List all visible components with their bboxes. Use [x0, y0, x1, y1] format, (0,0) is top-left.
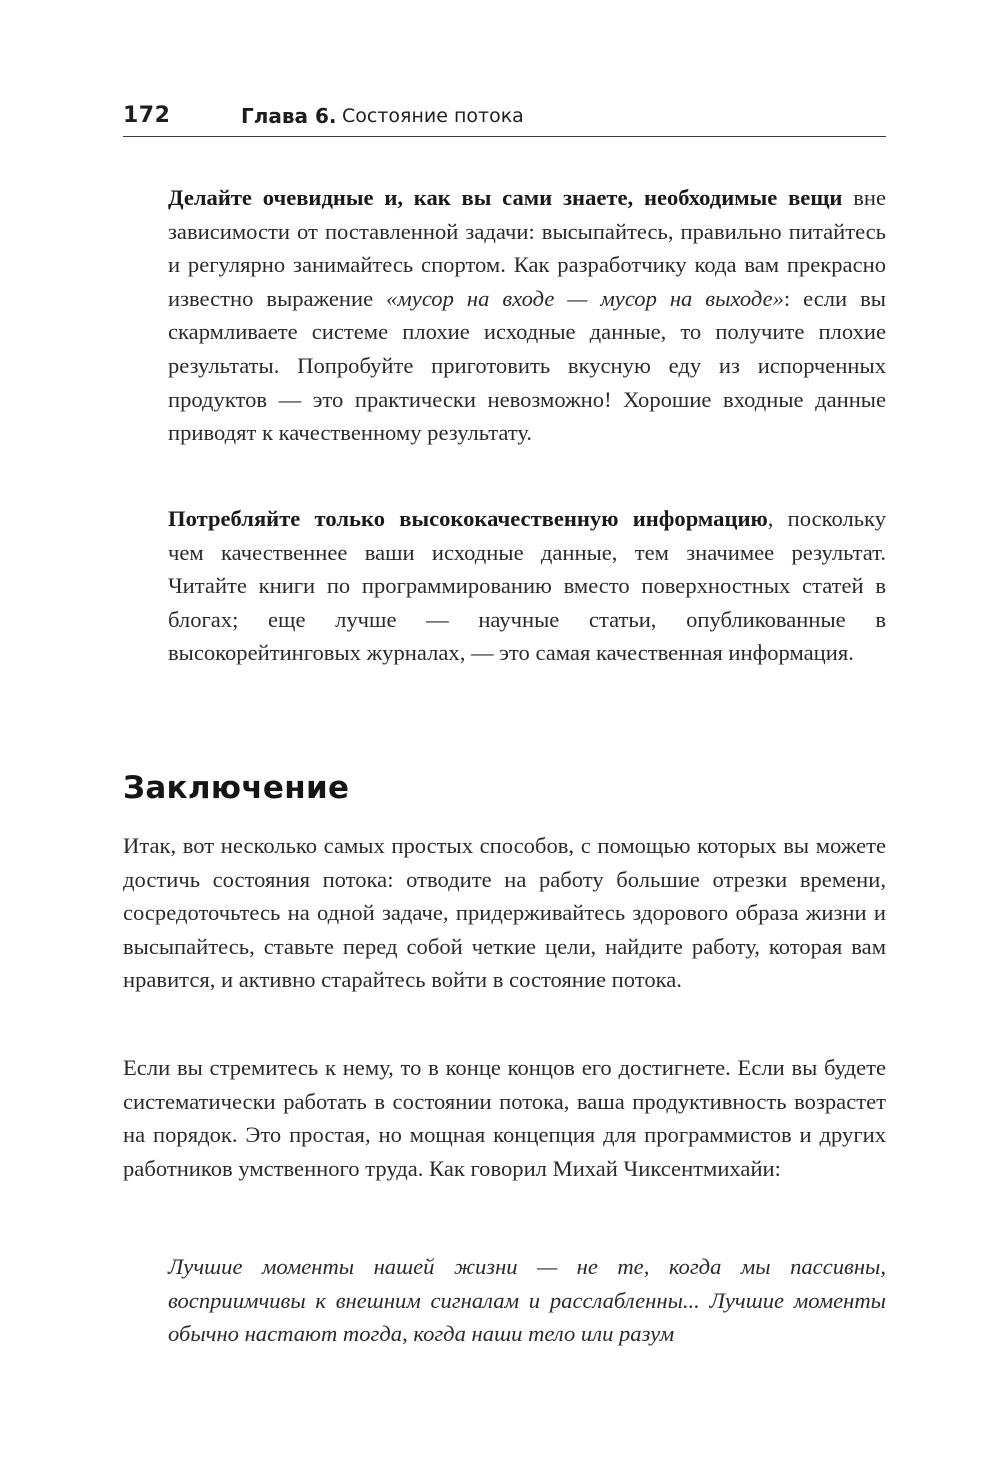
paragraph-lead-bold: Потребляйте только высококачественную информацию	[168, 506, 768, 531]
block-quote: Лучшие моменты нашей жизни — не те, когда мы пассивны, восприимчивы к внешним сигналам и расслабленны... Лучшие моменты обычно настают тогда, когда наши тело или разум	[168, 1254, 886, 1347]
paragraph-text: , поскольку чем качественнее ваши исходные данные, тем значимее результат. Читайте книги по программированию вместо поверхностных статей в блогах; еще лучше — научные статьи, опубликованные в высокорейтинговых журналах, — это самая качественная информация.	[168, 506, 886, 666]
chapter-label: Глава 6.	[241, 104, 337, 128]
page-number: 172	[123, 103, 171, 128]
paragraph-quality-information	[168, 502, 886, 670]
running-header	[123, 98, 886, 137]
paragraph-text: : если вы скармливаете системе плохие исходные данные, то получите плохие результаты. Попробуйте приготовить вкусную еду из испорченных продуктов — это практически невозможно! Хорошие входные данные приводят к качественному результату.	[168, 285, 886, 446]
paragraph-italic-phrase: «мусор на входе — мусор на выходе»	[386, 285, 784, 311]
paragraph-lead-bold: Делайте очевидные и, как вы сами знаете, необходимые вещи	[168, 185, 843, 210]
paragraph-conclusion-summary: Итак, вот несколько самых простых способов, с помощью которых вы можете достичь состояния потока: отводите на работу большие отрезки времени, сосредоточьтесь на одной задаче, придерживайтесь здорового образа жизни и высыпайтесь, ставьте перед собой четкие цели, найдите работу, которая вам нравится, и активно старайтесь войти в состояние потока.	[123, 833, 886, 993]
section-heading: Заключение	[123, 770, 350, 806]
paragraph-text: вне зависимости от поставленной задачи: высыпайтесь, правильно питайтесь и регулярно занимайтесь спортом. Как разработчику кода вам прекрасно известно выражение	[168, 185, 886, 311]
paragraph-obvious-things	[168, 181, 886, 450]
chapter-title: Состояние потока	[342, 105, 524, 127]
paragraph-conclusion-flow: Если вы стремитесь к нему, то в конце концов его достигнете. Если вы будете систематически работать в состоянии потока, ваша продуктивность возрастет на порядок. Это простая, но мощная концепция для программистов и других работников умственного труда. Как говорил Михай Чиксентмихайи:	[123, 1055, 886, 1181]
